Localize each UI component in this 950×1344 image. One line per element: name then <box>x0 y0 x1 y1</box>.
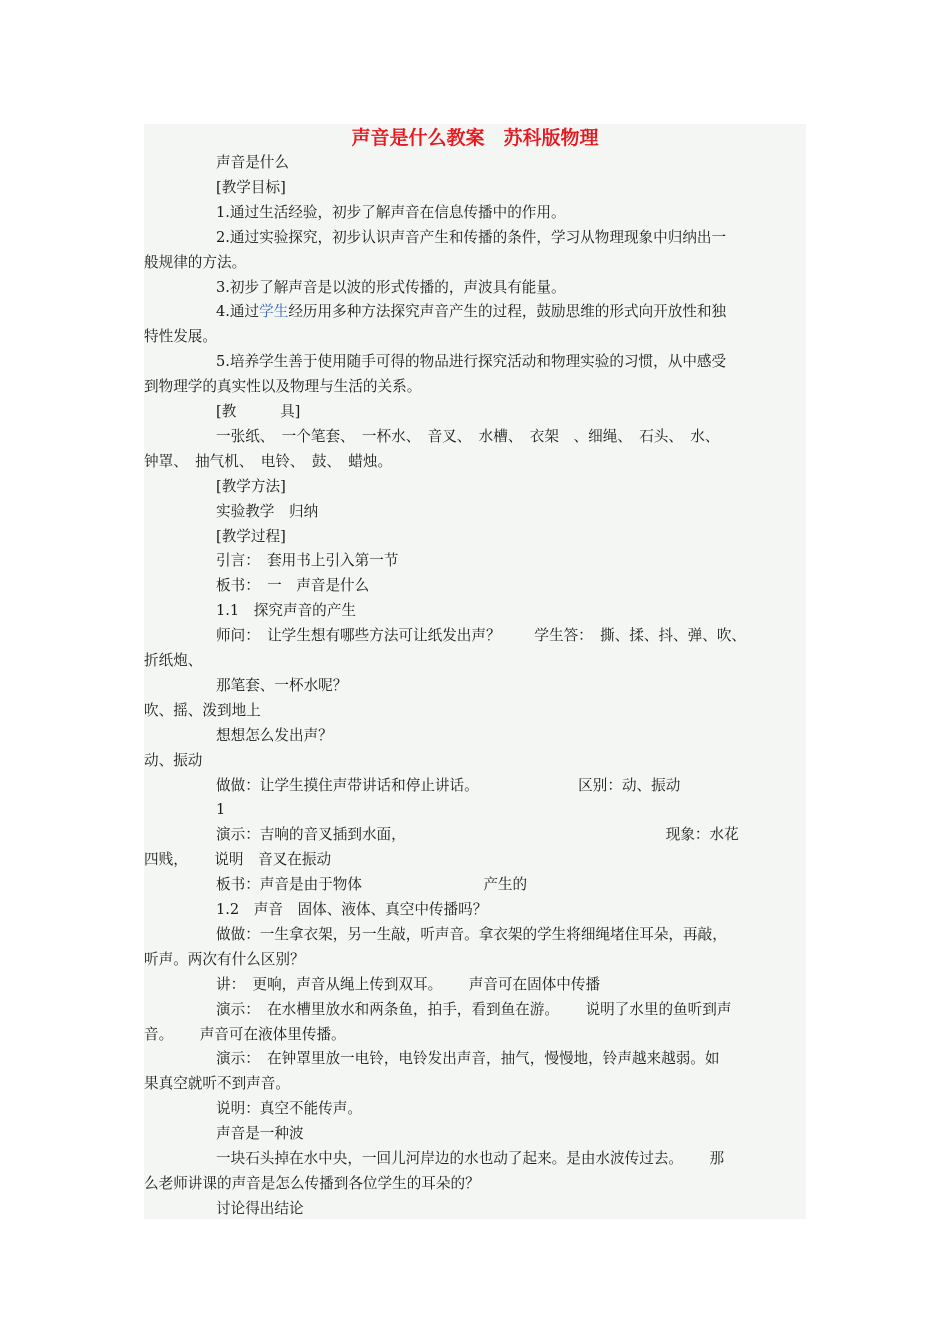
text-line: 1 <box>216 801 226 819</box>
text-segment: 4.通过 <box>216 303 260 321</box>
text-line: 3.初步了解声音是以波的形式传播的，声波具有能量。 <box>216 278 566 296</box>
text-line: 引言： 套用书上引入第一节 <box>216 552 399 570</box>
document-title: 声音是什么教案 苏科版物理 <box>351 127 599 149</box>
text-line: [教 具] <box>216 403 301 420</box>
text-line: 那笔套、一杯水呢？ <box>216 676 348 694</box>
text-line: 讨论得出结论 <box>216 1199 304 1217</box>
text-line: 一张纸、 一个笔套、 一杯水、 音叉、 水槽、 衣架 、细绳、 石头、 水、 <box>216 427 720 445</box>
text-line: 吹、摇、泼到地上 <box>144 701 261 719</box>
student-link[interactable]: 学生 <box>259 303 289 321</box>
text-line: 说明：真空不能传声。 <box>216 1100 362 1118</box>
text-line: 折纸炮、 <box>144 652 203 669</box>
text-line: 2.通过实验探究，初步认识声音产生和传播的条件，学习从物理现象中归纳出一 <box>216 228 727 246</box>
text-line: 音。 声音可在液体里传播。 <box>144 1025 346 1043</box>
text-segment: 经历用多种方法探究声音产生的过程，鼓励思维的形式向开放性和独 <box>288 303 727 321</box>
text-line: [教学目标] <box>216 178 286 196</box>
document-body <box>144 124 806 1219</box>
text-line: 板书： 一 声音是什么 <box>216 577 370 595</box>
text-line: 师问： 让学生想有哪些方法可让纸发出声？ 学生答： 撕、揉、抖、弹、吹、 <box>216 627 747 645</box>
text-line: 动、振动 <box>144 751 203 769</box>
text-line: 般规律的方法。 <box>144 253 247 271</box>
text-line: 演示： 在水槽里放水和两条鱼，拍手，看到鱼在游。 说明了水里的鱼听到声 <box>216 1000 732 1018</box>
text-line: 钟罩、 抽气机、 电铃、 鼓、 蜡烛。 <box>144 452 393 470</box>
text-line: 么老师讲课的声音是怎么传播到各位学生的耳朵的？ <box>144 1174 480 1192</box>
text-line: 1.2 声音 固体、液体、真空中传播吗？ <box>216 901 488 918</box>
text-line: 1.通过生活经验，初步了解声音在信息传播中的作用。 <box>216 203 566 221</box>
text-line: 果真空就听不到声音。 <box>144 1075 290 1093</box>
text-line: 演示：吉响的音叉插到水面， 现象：水花 <box>216 826 739 844</box>
text-line: 到物理学的真实性以及物理与生活的关系。 <box>144 378 422 396</box>
text-line: [教学过程] <box>216 527 286 545</box>
text-line: 讲： 更响，声音从绳上传到双耳。 声音可在固体中传播 <box>216 975 601 993</box>
text-line: 声音是什么 <box>216 154 289 171</box>
text-line: 四贱， 说明 音叉在振动 <box>144 851 332 869</box>
text-line <box>144 300 806 324</box>
text-line: 听声。两次有什么区别？ <box>144 950 305 968</box>
text-line: 想想怎么发出声？ <box>216 726 333 744</box>
text-line: 特性发展。 <box>144 328 217 346</box>
text-line: 实验教学 归纳 <box>216 502 319 520</box>
text-line: 演示： 在钟罩里放一电铃，电铃发出声音，抽气，慢慢地，铃声越来越弱。如 <box>216 1050 720 1068</box>
text-line: 板书：声音是由于物体 产生的 <box>216 876 528 894</box>
text-line: 做做：一生拿衣架，另一生敲，听声音。拿衣架的学生将细绳堵住耳朵，再敲， <box>216 925 727 943</box>
text-line: 一块石头掉在水中央，一回儿河岸边的水也动了起来。是由水波传过去。 那 <box>216 1150 725 1167</box>
text-line: [教学方法] <box>216 477 286 495</box>
text-line: 1.1 探究声音的产生 <box>216 602 356 620</box>
text-line: 声音是一种波 <box>216 1125 304 1143</box>
text-line: 做做：让学生摸住声带讲话和停止讲话。 区别：动、振动 <box>216 776 681 794</box>
text-line: 5.培养学生善于使用随手可得的物品进行探究活动和物理实验的习惯，从中感受 <box>216 353 727 371</box>
